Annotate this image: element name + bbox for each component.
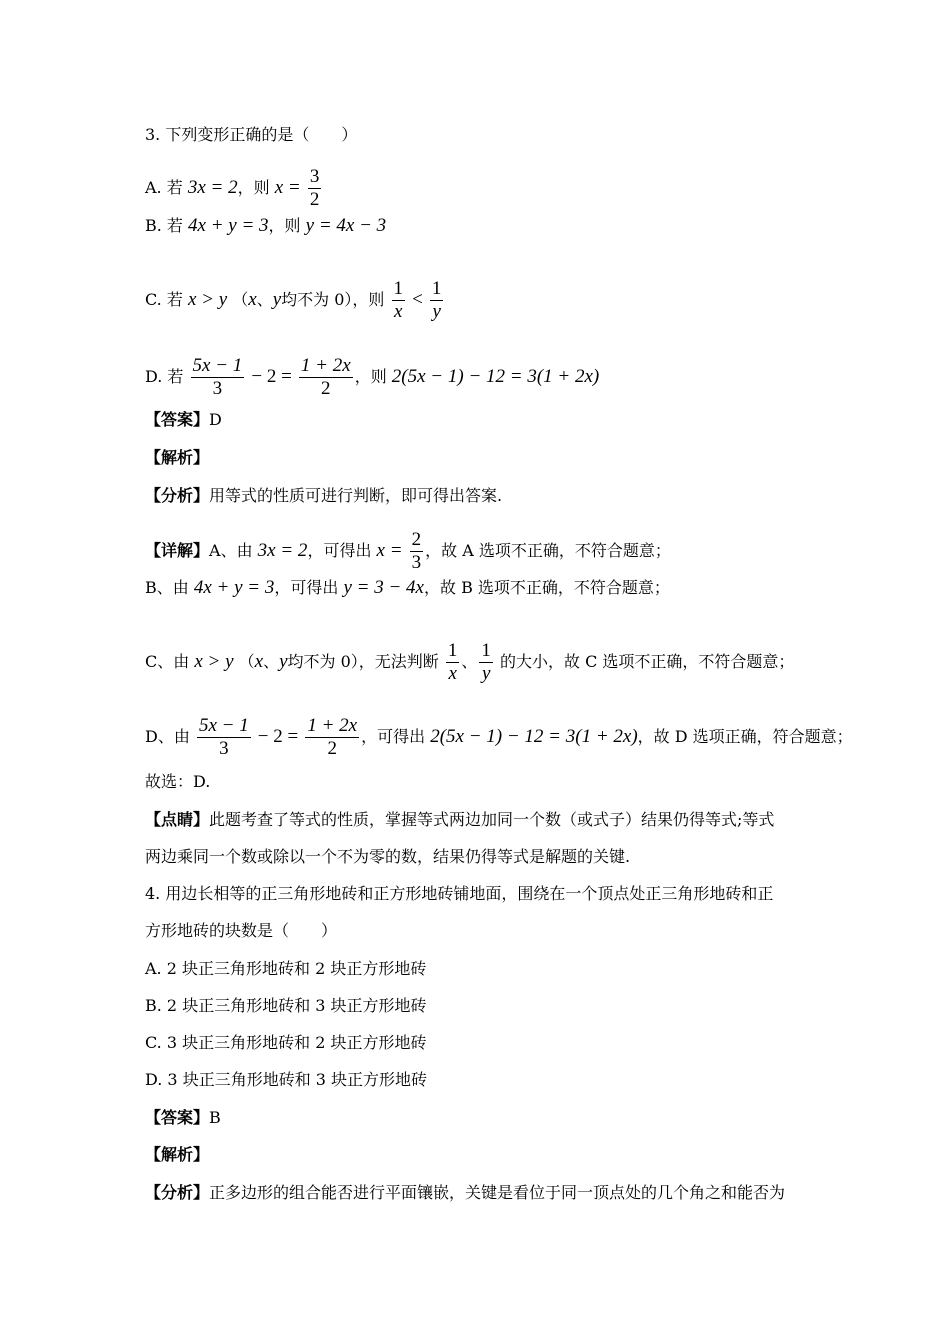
q3-option-b: B. 若 4x + y = 3，则 y = 4x − 3	[145, 215, 387, 236]
q4-analysis-tag: 【解析】	[145, 1145, 210, 1164]
fraction: $\frac{1}{x}$	[393, 278, 404, 322]
fraction: $\frac{1 + 2x}{2}$	[300, 355, 351, 399]
q3-option-d: D. 若 $\frac{5x - 1}{3}$ − 2 = $\frac{1 + 2x}{2}$ ，则 2(5x − 1) − 12 = 3(1 + 2x)	[145, 355, 600, 399]
fraction: $\frac{5x - 1}{3}$	[198, 715, 249, 759]
q3-detail-b: B、由 4x + y = 3，可得出 y = 3 − 4x，故 B 选项不正确，不符合题意；	[145, 577, 670, 598]
q4-option-c: C. 3 块正三角形地砖和 2 块正方形地砖	[145, 1033, 427, 1052]
fraction: $\frac{1}{y}$	[481, 640, 491, 684]
q3-dianjing-2: 两边乘同一个数或除以一个不为零的数，结果仍得等式是解题的关键.	[145, 847, 631, 866]
q3-dianjing-1: 【点睛】此题考查了等式的性质，掌握等式两边加同一个数（或式子）结果仍得等式;等式	[145, 810, 775, 829]
q3-detail-a: 【详解】A、由 3x = 2，可得出 x = $\frac{2}{3}$ ，故 A 选项不正确，不符合题意；	[145, 529, 671, 573]
q3-detail-d: D、由 $\frac{5x - 1}{3}$ − 2 = $\frac{1 + 2x}{2}$ ，可得出 2(5x − 1) − 12 = 3(1 + 2x)，故 D 选项正确，符合题意；	[145, 715, 853, 759]
fraction: $\frac{2}{3}$	[411, 529, 422, 573]
q3-choose: 故选：D.	[145, 772, 211, 791]
q4-answer: 【答案】B	[145, 1108, 221, 1127]
q4-option-d: D. 3 块正三角形地砖和 3 块正方形地砖	[145, 1070, 428, 1089]
q3-answer: 【答案】D	[145, 410, 222, 429]
q4-title-1: 4. 用边长相等的正三角形地砖和正方形地砖铺地面，围绕在一个顶点处正三角形地砖和正	[145, 884, 774, 903]
q3-fenxi: 【分析】用等式的性质可进行判断，即可得出答案.	[145, 486, 503, 505]
fraction: $\frac{1 + 2x}{2}$	[307, 715, 358, 759]
q3-option-c: C. 若 x > y （x、y均不为 0），则 $\frac{1}{x}$ < $\frac{1}{y}$	[145, 278, 442, 322]
fraction: $\frac{1}{x}$	[447, 640, 458, 684]
q3-analysis-tag: 【解析】	[145, 448, 210, 467]
q4-option-a: A. 2 块正三角形地砖和 2 块正方形地砖	[145, 959, 427, 978]
fraction: $\frac{1}{y}$	[431, 278, 442, 322]
fraction: $\frac{5x - 1}{3}$	[192, 355, 243, 399]
q4-fenxi: 【分析】正多边形的组合能否进行平面镶嵌，关键是看位于同一顶点处的几个角之和能否为	[145, 1183, 786, 1202]
q3-detail-c: C、由 x > y （x、y均不为 0），无法判断 $\frac{1}{x}$ 、 $\frac{1}{y}$ 的大小，故 C 选项不正确，不符合题意；	[145, 640, 795, 684]
fraction: $\frac{3}{2}$	[309, 166, 320, 210]
q3-option-a: A. 若 3x = 2，则 x = $\frac{3}{2}$	[145, 166, 320, 210]
q3-title: 3. 下列变形正确的是（ ）	[145, 125, 358, 144]
q4-option-b: B. 2 块正三角形地砖和 3 块正方形地砖	[145, 996, 427, 1015]
q4-title-2: 方形地砖的块数是（ ）	[145, 921, 338, 940]
